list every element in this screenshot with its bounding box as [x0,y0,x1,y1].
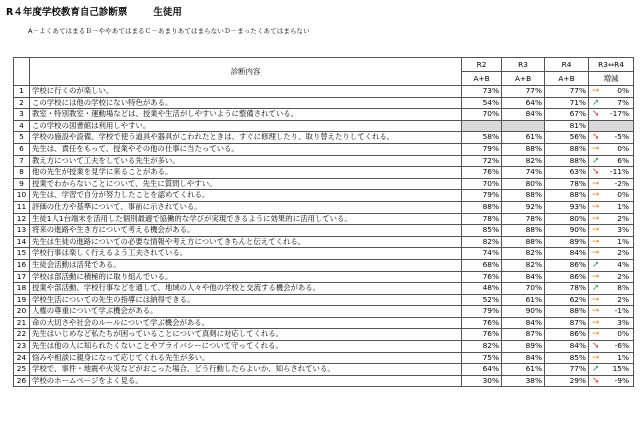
table-row [14,341,634,353]
diff-cell [589,143,634,155]
row-number: 9 [14,178,30,190]
diff-cell [589,86,634,98]
diff-value: 0% [617,329,629,339]
diff-cell [589,132,634,144]
r4-value: 90% [545,225,589,237]
table-row [14,248,634,260]
r2-value: 82% [462,341,502,353]
row-number: 20 [14,306,30,318]
diff-value: 4% [617,259,629,269]
r3-value: 84% [502,109,545,121]
header-r3: R3 [502,58,545,72]
row-number: 21 [14,317,30,329]
row-number: 23 [14,341,30,353]
r3-value: 88% [502,143,545,155]
item-text: 先生は他の人に知られたくないことやプライバシーについて守ってくれる。 [30,341,462,353]
diff-value: 2% [617,213,629,223]
r3-value: 38% [502,375,545,387]
diff-cell [589,155,634,167]
r4-value: 78% [545,178,589,190]
item-text: この学校の図書館は利用しやすい。 [30,120,462,132]
row-number: 6 [14,143,30,155]
r3-value: 70% [502,283,545,295]
table-row [14,329,634,341]
diff-cell [589,341,634,353]
header-item: 診断内容 [30,58,462,86]
table-row [14,120,634,132]
r2-value [462,120,502,132]
table-row [14,143,634,155]
item-text: 教え方について工夫をしている先生が多い。 [30,155,462,167]
arrow-right-icon: ➙ [592,294,600,305]
table-row [14,271,634,283]
diff-value: 3% [617,317,629,327]
r2-value: 52% [462,294,502,306]
diff-value: 0% [617,86,629,95]
table-row [14,155,634,167]
r2-value: 79% [462,306,502,318]
item-text: 教室・特別教室・運動場などは、授業や生活がしやすいように整備されている。 [30,109,462,121]
row-number: 24 [14,352,30,364]
diff-value: 0% [617,190,629,200]
r4-value: 88% [545,143,589,155]
diff-value: 8% [617,283,629,293]
diff-value: 6% [617,155,629,165]
header-diff-sub: 増減 [589,72,634,86]
r3-value [502,120,545,132]
diff-value: 15% [612,364,629,374]
arrow-right-icon: ➙ [592,248,600,259]
diff-cell [589,236,634,248]
r2-value: 85% [462,225,502,237]
diff-cell [589,97,634,109]
r2-value: 64% [462,364,502,376]
item-text: この学校には他の学校にない特色がある。 [30,97,462,109]
table-row [14,178,634,190]
diff-value: -9% [614,375,629,385]
table-row [14,213,634,225]
table-row [14,86,634,98]
answer-legend: A－よくあてはまるＢ－ややあてはまるＣ－あまりあてはまらないＤ－まったくあてはまらない [28,27,310,35]
r4-value: 88% [545,155,589,167]
r3-value: 61% [502,294,545,306]
r3-value: 84% [502,271,545,283]
arrow-up-icon: ➚ [592,259,600,270]
table-row [14,132,634,144]
r4-value: 86% [545,271,589,283]
item-text: 学校の施設や設備、学校で使う道具や器具がこわれたときは、すぐに修理したり、取り替えたりしてくれる。 [30,132,462,144]
item-text: 評価の仕方や基準について、事前に示されている。 [30,201,462,213]
item-text: 学校は部活動に積極的に取り組んでいる。 [30,271,462,283]
item-text: 学校行事は楽しく行えるよう工夫されている。 [30,248,462,260]
r3-value: 78% [502,213,545,225]
header-r4: R4 [545,58,589,72]
header-r4-sub: A+B [545,72,589,86]
r3-value: 87% [502,329,545,341]
item-text: 学校生活についての先生の指導には納得できる。 [30,294,462,306]
r2-value: 78% [462,213,502,225]
r2-value: 70% [462,178,502,190]
arrow-right-icon: ➙ [592,236,600,247]
arrow-down-icon: ➘ [592,167,600,178]
item-text: 先生は、学習で自分が努力したことを認めてくれる。 [30,190,462,202]
r2-value: 82% [462,236,502,248]
row-number: 18 [14,283,30,295]
table-row [14,109,634,121]
arrow-right-icon: ➙ [592,271,600,282]
r3-value: 61% [502,132,545,144]
r3-value: 82% [502,155,545,167]
r2-value: 76% [462,167,502,179]
r3-value: 90% [502,306,545,318]
arrow-right-icon: ➙ [592,190,600,201]
r3-value: 64% [502,97,545,109]
row-number: 1 [14,86,30,98]
r4-value: 88% [545,306,589,318]
r4-value: 63% [545,167,589,179]
r2-value: 79% [462,143,502,155]
diff-cell [589,294,634,306]
row-number: 22 [14,329,30,341]
arrow-down-icon: ➘ [592,341,600,352]
row-number: 19 [14,294,30,306]
r4-value: 89% [545,236,589,248]
arrow-right-icon: ➙ [592,352,600,363]
r2-value: 76% [462,317,502,329]
item-text: 生徒会活動は活発である。 [30,259,462,271]
table-row [14,201,634,213]
arrow-up-icon: ➚ [592,97,600,108]
item-text: 先生はいじめなど私たちが困っていることについて真剣に対応してくれる。 [30,329,462,341]
r3-value: 80% [502,178,545,190]
diff-cell [589,259,634,271]
r2-value: 72% [462,155,502,167]
r2-value: 68% [462,259,502,271]
diff-cell [589,352,634,364]
row-number: 2 [14,97,30,109]
page-title [6,4,182,18]
diff-cell [589,213,634,225]
r3-value: 84% [502,317,545,329]
table-row [14,236,634,248]
table-row [14,259,634,271]
r4-value: 56% [545,132,589,144]
diff-cell [589,306,634,318]
item-text: 学校のホームページをよく見る。 [30,375,462,387]
r4-value: 67% [545,109,589,121]
table-row [14,317,634,329]
row-number: 8 [14,167,30,179]
r4-value: 84% [545,341,589,353]
form-title: R４年度学校教育自己診断票 [6,7,128,18]
r3-value: 84% [502,352,545,364]
table-row [14,97,634,109]
arrow-right-icon: ➙ [592,178,600,189]
r3-value: 82% [502,248,545,260]
survey-rows [14,86,634,387]
diff-cell [589,120,634,132]
arrow-down-icon: ➘ [592,375,600,386]
table-row [14,375,634,387]
arrow-right-icon: ➙ [592,317,600,328]
row-number: 11 [14,201,30,213]
row-number: 10 [14,190,30,202]
r2-value: 88% [462,201,502,213]
arrow-right-icon: ➙ [592,201,600,212]
r2-value: 79% [462,190,502,202]
table-row [14,306,634,318]
r4-value: 77% [545,86,589,98]
r4-value: 93% [545,201,589,213]
diff-value: 3% [617,225,629,235]
item-text: 人権の尊重について学ぶ機会がある。 [30,306,462,318]
row-number: 3 [14,109,30,121]
diff-value: 0% [617,143,629,153]
arrow-up-icon: ➚ [592,283,600,294]
r3-value: 77% [502,86,545,98]
row-number: 15 [14,248,30,260]
row-number: 12 [14,213,30,225]
row-number: 16 [14,259,30,271]
diff-cell [589,248,634,260]
r3-value: 82% [502,259,545,271]
item-text: 将来の進路や生き方について考える機会がある。 [30,225,462,237]
row-number: 26 [14,375,30,387]
r4-value: 62% [545,294,589,306]
diff-cell [589,375,634,387]
item-text: 他の先生が授業を見学に来ることがある。 [30,167,462,179]
row-number: 5 [14,132,30,144]
table-row [14,352,634,364]
arrow-up-icon: ➚ [592,155,600,166]
diff-cell [589,109,634,121]
arrow-right-icon: ➙ [592,225,600,236]
header-r2: R2 [462,58,502,72]
header-row-top [14,58,634,72]
r3-value: 61% [502,364,545,376]
table-row [14,364,634,376]
row-number: 17 [14,271,30,283]
r4-value: 84% [545,248,589,260]
arrow-down-icon: ➘ [592,109,600,120]
r2-value: 48% [462,283,502,295]
item-text: 学校に行くのが楽しい。 [30,86,462,98]
r2-value: 30% [462,375,502,387]
diff-cell [589,225,634,237]
r2-value: 73% [462,86,502,98]
r2-value: 70% [462,109,502,121]
diff-value: -1% [614,306,629,316]
header-r3-sub: A+B [502,72,545,86]
r4-value: 86% [545,329,589,341]
diff-value: -11% [609,167,629,177]
item-text: 生徒1人1台端末を活用した個別最適で協働的な学びが実現できるように効果的に活用している。 [30,213,462,225]
diff-cell [589,364,634,376]
r2-value: 58% [462,132,502,144]
table-row [14,294,634,306]
r4-value: 87% [545,317,589,329]
table-row [14,283,634,295]
arrow-right-icon: ➙ [592,306,600,317]
r4-value: 29% [545,375,589,387]
row-number: 4 [14,120,30,132]
r4-value: 86% [545,259,589,271]
arrow-right-icon: ➙ [592,143,600,154]
r2-value: 76% [462,329,502,341]
row-number: 13 [14,225,30,237]
diff-value: 7% [617,97,629,107]
item-text: 悩みや相談に親身になって応じてくれる先生が多い。 [30,352,462,364]
diff-value: -17% [609,109,629,119]
r4-value: 81% [545,120,589,132]
r4-value: 71% [545,97,589,109]
r2-value: 76% [462,271,502,283]
header-diff: R3⇔R4 [589,58,634,72]
header-no [14,58,30,86]
r3-value: 89% [502,341,545,353]
arrow-down-icon: ➘ [592,132,600,143]
r2-value: 74% [462,248,502,260]
item-text: 学校で、事件・地震や火災などがおこった場合、どう行動したらよいか、知らされている。 [30,364,462,376]
r4-value: 88% [545,190,589,202]
form-subtitle: 生徒用 [153,7,182,18]
row-number: 7 [14,155,30,167]
item-text: 命の大切さや社会のルールについて学ぶ機会がある。 [30,317,462,329]
diff-value: 2% [617,248,629,258]
r2-value: 75% [462,352,502,364]
diff-cell [589,317,634,329]
diff-value: 2% [617,271,629,281]
item-text: 授業でわからないことについて、先生に質問しやすい。 [30,178,462,190]
arrow-up-icon: ➚ [592,364,600,375]
r3-value: 88% [502,190,545,202]
diff-cell [589,201,634,213]
diff-cell [589,283,634,295]
diff-value: 1% [617,352,629,362]
r3-value: 92% [502,201,545,213]
diff-value: 1% [617,236,629,246]
r4-value: 85% [545,352,589,364]
r2-value: 54% [462,97,502,109]
item-text: 授業や部活動、学校行事などを通して、地域の人々や他の学校と交流する機会がある。 [30,283,462,295]
r3-value: 88% [502,236,545,248]
diff-value: -2% [614,178,629,188]
arrow-right-icon: ➙ [592,213,600,224]
diff-value: -5% [614,132,629,142]
arrow-right-icon: ➙ [592,86,600,96]
item-text: 先生は生徒の進路についての必要な情報や考え方についてきちんと伝えてくれる。 [30,236,462,248]
r3-value: 74% [502,167,545,179]
survey-table [13,57,634,387]
diff-cell [589,190,634,202]
r4-value: 77% [545,364,589,376]
diff-cell [589,271,634,283]
diff-cell [589,329,634,341]
r4-value: 80% [545,213,589,225]
diff-value: -6% [614,341,629,351]
diff-value: 1% [617,201,629,211]
arrow-right-icon: ➙ [592,329,600,340]
header-r2-sub: A+B [462,72,502,86]
diff-value: 2% [617,294,629,304]
row-number: 25 [14,364,30,376]
diff-cell [589,167,634,179]
table-row [14,225,634,237]
row-number: 14 [14,236,30,248]
r4-value: 78% [545,283,589,295]
diff-cell [589,178,634,190]
table-row [14,190,634,202]
table-row [14,167,634,179]
item-text: 先生は、責任をもって、授業やその他の仕事に当たっている。 [30,143,462,155]
r3-value: 88% [502,225,545,237]
